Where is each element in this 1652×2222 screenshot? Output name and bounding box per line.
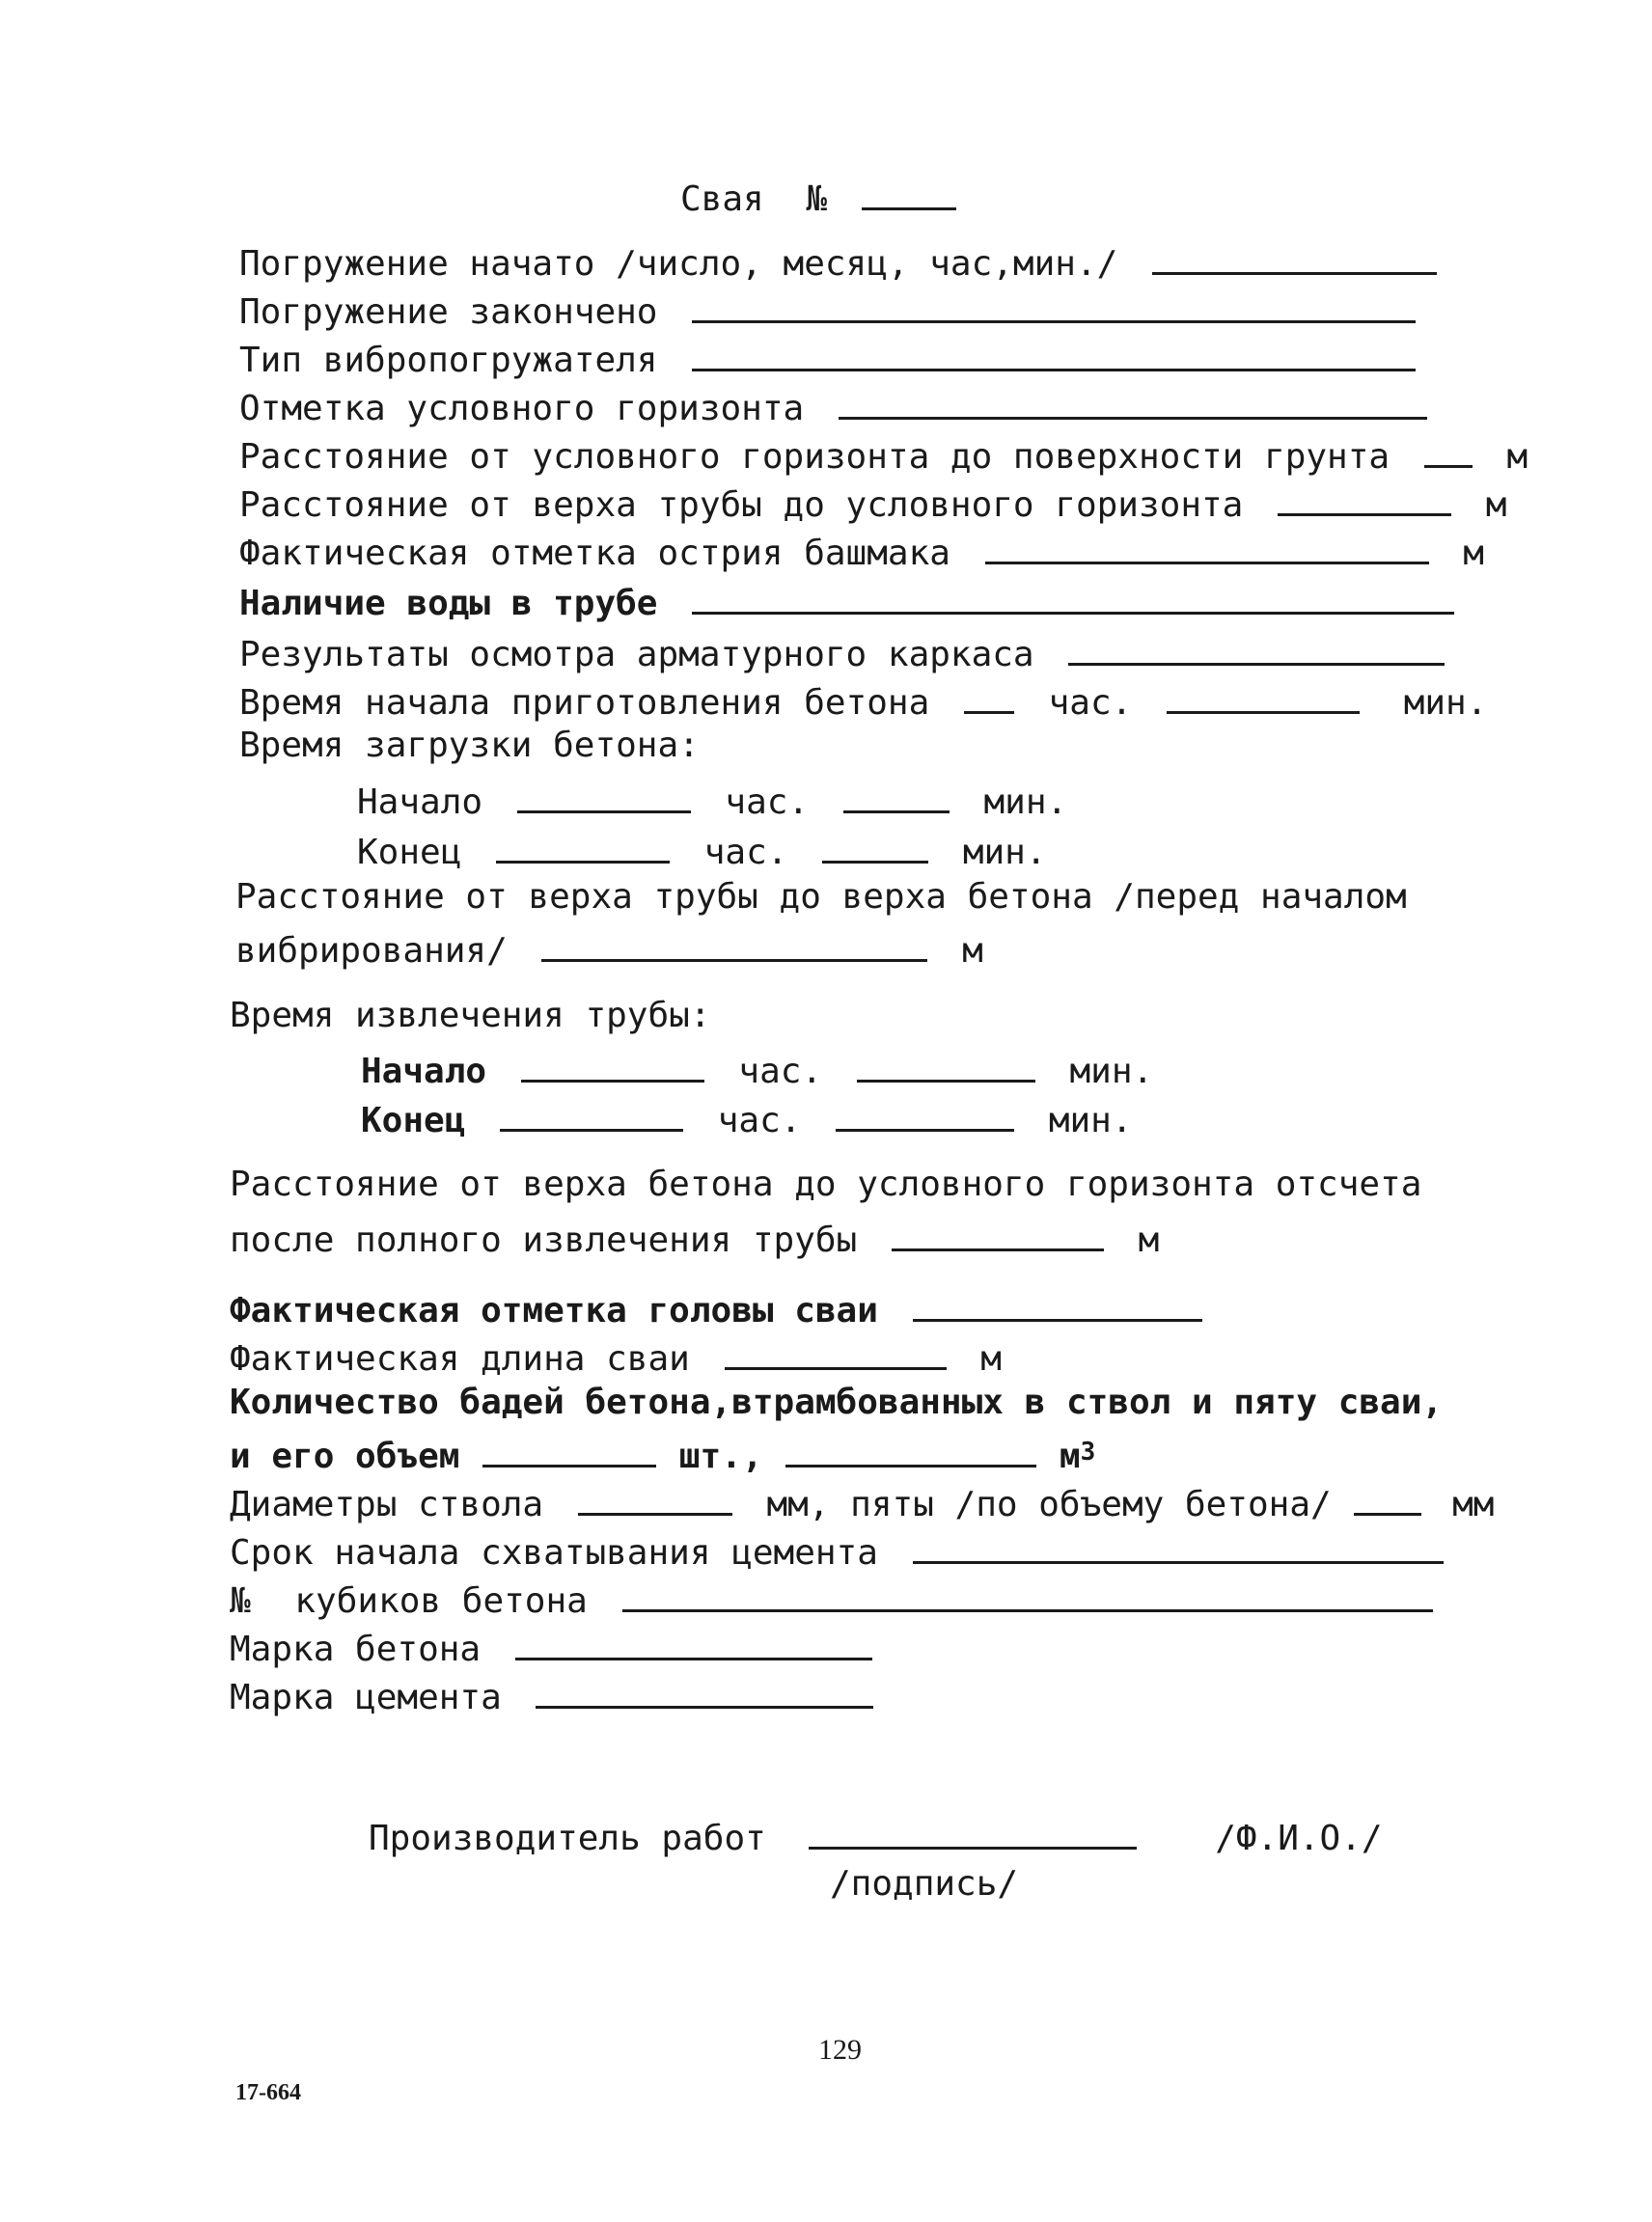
dist-concrete-horizon-label-2: после полного извлечения трубы	[230, 1221, 858, 1260]
dist-pipe-concrete-label-1: Расстояние от верха трубы до верха бетона /перед началом	[235, 877, 1407, 917]
unit-m: м	[1485, 485, 1507, 525]
vibrodriver-label: Тип вибропогружателя	[239, 341, 658, 380]
concrete-prep-hour-field[interactable]	[964, 680, 1014, 714]
pile-label: Свая	[680, 179, 764, 219]
extraction-end-hour-field[interactable]	[500, 1098, 683, 1132]
water-line	[239, 581, 1468, 623]
dist-horizon-ground-field[interactable]	[1424, 434, 1473, 468]
setting-time-line	[230, 1530, 1457, 1573]
cage-label: Результаты осмотра арматурного каркаса	[239, 635, 1034, 674]
unit-hour: час.	[725, 782, 810, 822]
immersion-start-label: Погружение начато /число, месяц, час,мин./	[239, 244, 1118, 284]
pile-length-label: Фактическая длина сваи	[230, 1339, 690, 1379]
unit-pcs: шт.,	[678, 1437, 763, 1476]
immersion-end-field[interactable]	[692, 289, 1416, 323]
extraction-start-min-field[interactable]	[857, 1049, 1035, 1083]
dist-concrete-horizon-line-1	[230, 1167, 1421, 1206]
unit-m: м	[962, 931, 983, 971]
dist-pipe-concrete-line-1	[235, 877, 1407, 919]
extraction-start-label: Начало	[361, 1052, 487, 1091]
unit-hour: час.	[703, 833, 788, 872]
loading-end-hour-field[interactable]	[496, 830, 670, 864]
reference-mark-line	[239, 386, 1441, 428]
pile-head-line	[230, 1288, 1216, 1330]
concrete-grade-line	[230, 1627, 886, 1669]
pile-head-field[interactable]	[913, 1288, 1202, 1322]
unit-hour: час.	[1048, 683, 1133, 723]
setting-time-label: Срок начала схватывания цемента	[230, 1533, 878, 1573]
vibrodriver-line	[239, 338, 1429, 380]
dist-pipe-concrete-field[interactable]	[541, 928, 927, 962]
trunk-diameter-field[interactable]	[578, 1482, 732, 1516]
concrete-loading-line	[239, 728, 700, 767]
unit-m: м	[1463, 534, 1484, 573]
dist-concrete-horizon-field[interactable]	[892, 1218, 1104, 1251]
cubes-line	[230, 1578, 1446, 1621]
cement-grade-field[interactable]	[536, 1675, 873, 1709]
reference-mark-field[interactable]	[839, 386, 1427, 420]
cement-grade-label: Марка цемента	[230, 1678, 502, 1717]
foreman-signature-field[interactable]	[809, 1816, 1137, 1850]
unit-hour: час.	[738, 1052, 823, 1091]
cubes-field[interactable]	[622, 1578, 1433, 1612]
unit-min: мин.	[1403, 683, 1488, 723]
dist-horizon-ground-line	[239, 434, 1528, 477]
title-line	[680, 177, 970, 219]
unit-min: мин.	[962, 833, 1047, 872]
pile-head-label: Фактическая отметка головы сваи	[230, 1291, 878, 1330]
unit-m: м	[980, 1339, 1002, 1379]
heel-diameter-field[interactable]	[1354, 1482, 1421, 1516]
extraction-end-min-field[interactable]	[836, 1098, 1014, 1132]
unit-mm: мм	[1452, 1485, 1495, 1524]
pipe-extraction-label: Время извлечения трубы:	[230, 996, 711, 1035]
number-sign: №	[806, 179, 828, 219]
extraction-end-line	[361, 1098, 1133, 1140]
buckets-label-2: и его объем	[230, 1437, 460, 1476]
concrete-grade-label: Марка бетона	[230, 1630, 482, 1669]
extraction-start-line	[361, 1049, 1154, 1091]
diameters-label-2: мм, пяты /по объему бетона/	[766, 1485, 1332, 1524]
cage-field[interactable]	[1068, 632, 1445, 666]
dist-horizon-ground-label: Расстояние от условного горизонта до поверхности грунта	[239, 437, 1390, 477]
cubes-number-sign: №	[230, 1581, 251, 1621]
dist-pipe-horizon-field[interactable]	[1278, 482, 1451, 516]
buckets-volume-field[interactable]	[785, 1434, 1036, 1468]
shoe-tip-line	[239, 531, 1484, 573]
concrete-prep-line	[239, 680, 1488, 723]
dist-concrete-horizon-label-1: Расстояние от верха бетона до условного горизонта отсчета	[230, 1165, 1422, 1204]
dist-pipe-horizon-line	[239, 482, 1507, 525]
buckets-count-field[interactable]	[482, 1434, 656, 1468]
unit-m: м	[1138, 1221, 1160, 1260]
pile-number-field[interactable]	[862, 177, 956, 210]
vibrodriver-field[interactable]	[692, 338, 1416, 371]
loading-end-label: Конец	[357, 833, 462, 872]
pile-length-field[interactable]	[725, 1336, 947, 1370]
buckets-line-1	[230, 1385, 1443, 1424]
buckets-label-1: Количество бадей бетона,втрамбованных в ствол и пяту сваи,	[230, 1383, 1444, 1422]
water-field[interactable]	[692, 581, 1454, 615]
page-number: 129	[818, 2034, 862, 2066]
loading-start-hour-field[interactable]	[517, 780, 691, 813]
buckets-line-2	[230, 1434, 1096, 1476]
pipe-extraction-line	[230, 996, 711, 1037]
shoe-tip-field[interactable]	[985, 531, 1429, 564]
foreman-label: Производитель работ	[369, 1819, 766, 1858]
signature-caption-line	[830, 1864, 1019, 1906]
shoe-tip-label: Фактическая отметка острия башмака	[239, 534, 950, 573]
dist-pipe-horizon-label: Расстояние от верха трубы до условного горизонта	[239, 485, 1244, 525]
unit-m3: $м^3$	[1059, 1437, 1096, 1476]
loading-end-min-field[interactable]	[822, 830, 928, 864]
doc-code: 17-664	[235, 2080, 301, 2105]
immersion-start-field[interactable]	[1152, 241, 1437, 275]
setting-time-field[interactable]	[913, 1530, 1444, 1564]
loading-start-label: Начало	[357, 782, 483, 822]
signature-caption: /подпись/	[830, 1864, 1019, 1904]
dist-pipe-concrete-line-2	[235, 928, 983, 971]
unit-min: мин.	[1069, 1052, 1154, 1091]
cubes-label: кубиков бетона	[294, 1581, 588, 1621]
diameters-label-1: Диаметры ствола	[230, 1485, 544, 1524]
concrete-loading-label: Время загрузки бетона:	[239, 726, 700, 765]
concrete-prep-label: Время начала приготовления бетона	[239, 683, 930, 723]
extraction-end-label: Конец	[361, 1101, 466, 1140]
diameters-line	[230, 1482, 1495, 1524]
foreman-line	[369, 1816, 1383, 1858]
dist-concrete-horizon-line-2	[230, 1218, 1160, 1260]
concrete-prep-min-field[interactable]	[1167, 680, 1360, 714]
unit-min: мин.	[1048, 1101, 1133, 1140]
loading-start-line	[357, 780, 1068, 822]
unit-hour: час.	[717, 1101, 802, 1140]
concrete-grade-field[interactable]	[515, 1627, 872, 1660]
water-label: Наличие воды в трубе	[239, 584, 658, 623]
cement-grade-line	[230, 1675, 887, 1717]
pile-length-line	[230, 1336, 1002, 1379]
loading-start-min-field[interactable]	[843, 780, 950, 813]
unit-m: м	[1506, 437, 1528, 477]
loading-end-line	[357, 830, 1047, 872]
cage-line	[239, 632, 1458, 674]
immersion-end-label: Погружение закончено	[239, 292, 658, 332]
fio-label: /Ф.И.О./	[1215, 1819, 1383, 1858]
immersion-end-line	[239, 289, 1429, 332]
unit-min: мин.	[983, 782, 1068, 822]
reference-mark-label: Отметка условного горизонта	[239, 389, 805, 428]
immersion-start-line	[239, 241, 1450, 284]
dist-pipe-concrete-label-2: вибрирования/	[235, 931, 508, 971]
extraction-start-hour-field[interactable]	[521, 1049, 704, 1083]
